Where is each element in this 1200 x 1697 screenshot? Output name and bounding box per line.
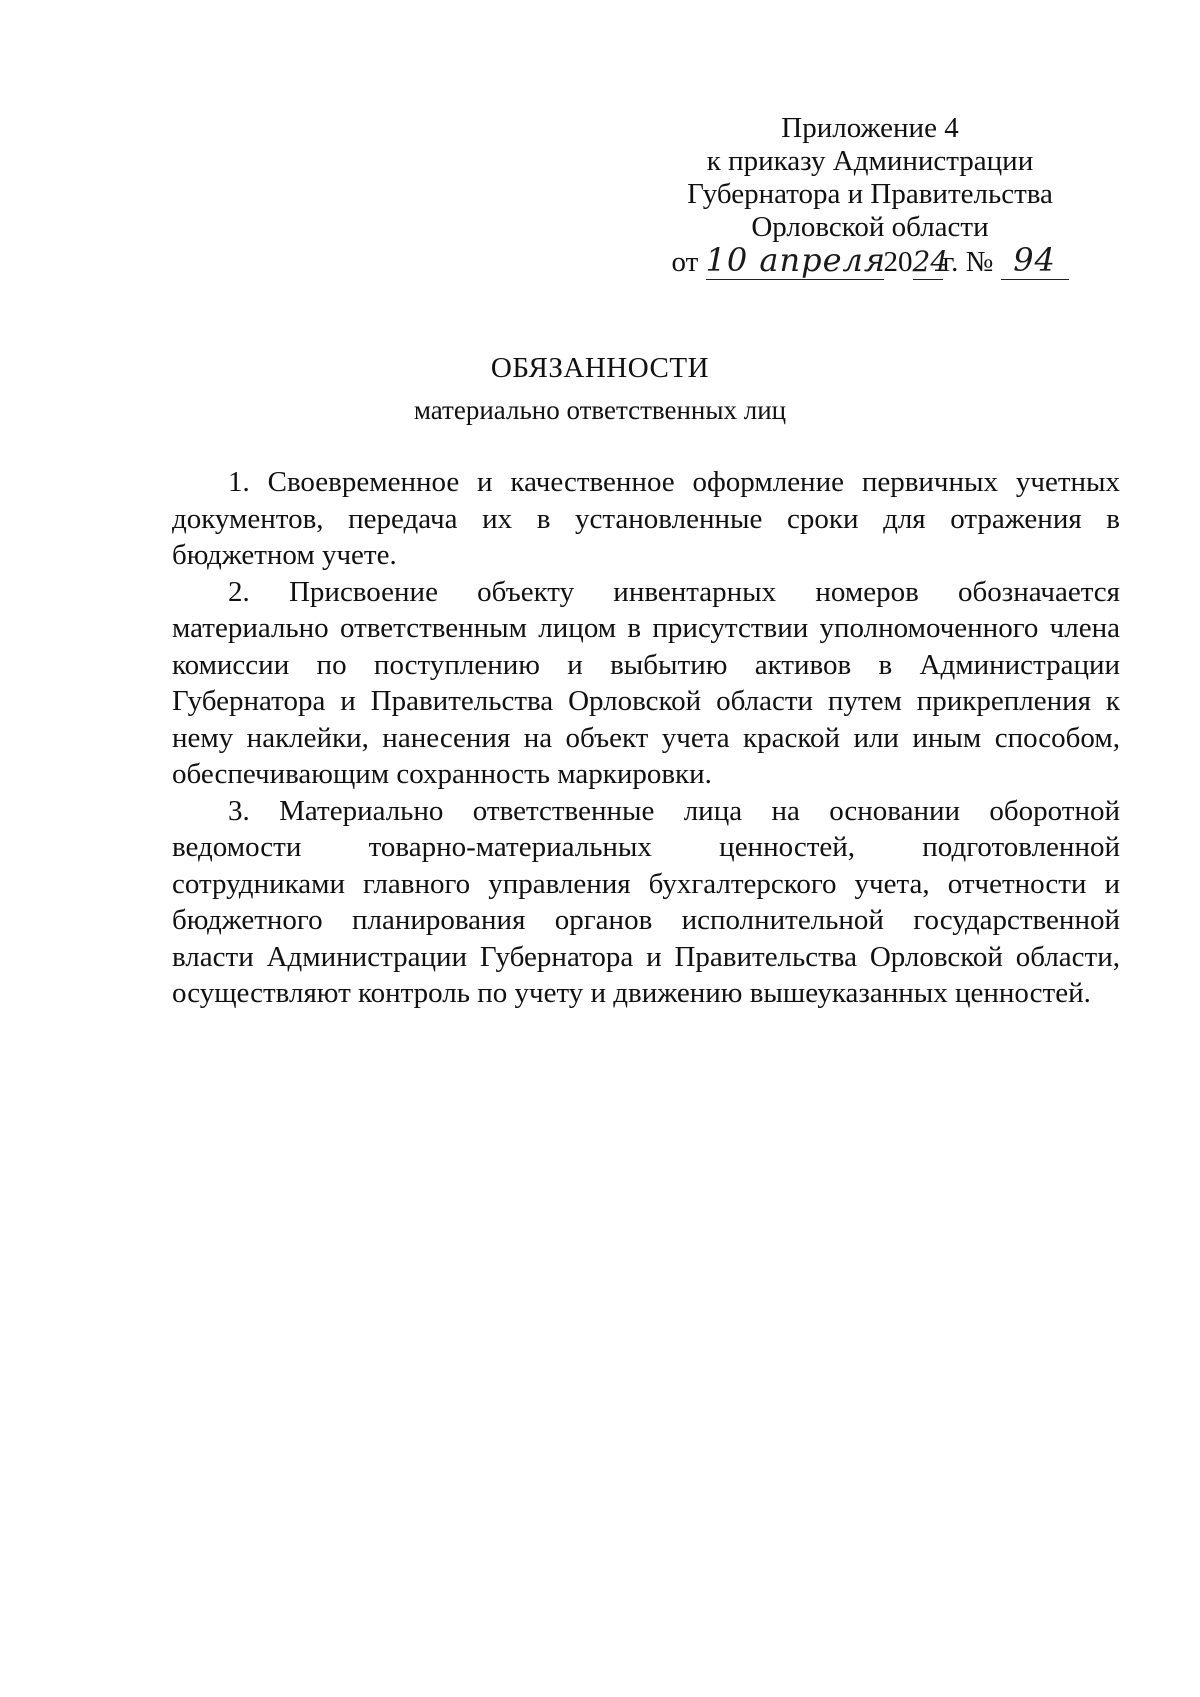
handwritten-year-field: [912, 245, 949, 280]
year-suffix: г. №: [942, 246, 994, 278]
document-title: ОБЯЗАННОСТИ: [490, 352, 710, 384]
paragraph-2: 2. Присвоение объекту инвентарных номеров обозначается материально ответственным лицом в присутствии уполномоченного члена комиссии по поступлению и выбытию активов в Администрации Губернатора и Правительства Орловской области путем прикрепления к нему наклейки, нанесения на объект учета краской или иным способом, обеспечивающим сохранность маркировки.: [172, 575, 1120, 790]
handwritten-number-field: [1001, 241, 1069, 280]
handwritten-number: 94: [1013, 241, 1056, 279]
annex-line-2: к приказу Администрации: [706, 145, 1034, 177]
date-prefix: от: [671, 246, 699, 278]
annex-line-1: Приложение 4: [781, 112, 959, 144]
year-prefix: 20: [883, 246, 913, 278]
paragraph-3: 3. Материально ответственные лица на основании оборотной ведомости товарно-материальных ценностей, подготовленной сотрудниками главного управления бухгалтерского учета, отчетности и бюджетного планирования органов исполнительной государственной власти Администрации Губернатора и Правительства Орловской области, осуществляют контроль по учету и движению вышеуказанных ценностей.: [172, 794, 1120, 1009]
handwritten-date: 10 апреля: [705, 241, 887, 279]
paragraph-1: 1. Своевременное и качественное оформление первичных учетных документов, передача их в установленные сроки для отражения в бюджетном учете.: [172, 466, 1120, 571]
handwritten-year: 24: [912, 245, 949, 278]
document-body: [172, 464, 1120, 1012]
annex-header: [640, 112, 1100, 280]
annex-line-4: Орловской области: [751, 211, 989, 243]
order-date-line: [640, 241, 1100, 280]
document-subtitle: материально ответственных лиц: [413, 395, 787, 425]
annex-line-3: Губернатора и Правительства: [687, 178, 1053, 210]
handwritten-date-field: [705, 241, 887, 280]
